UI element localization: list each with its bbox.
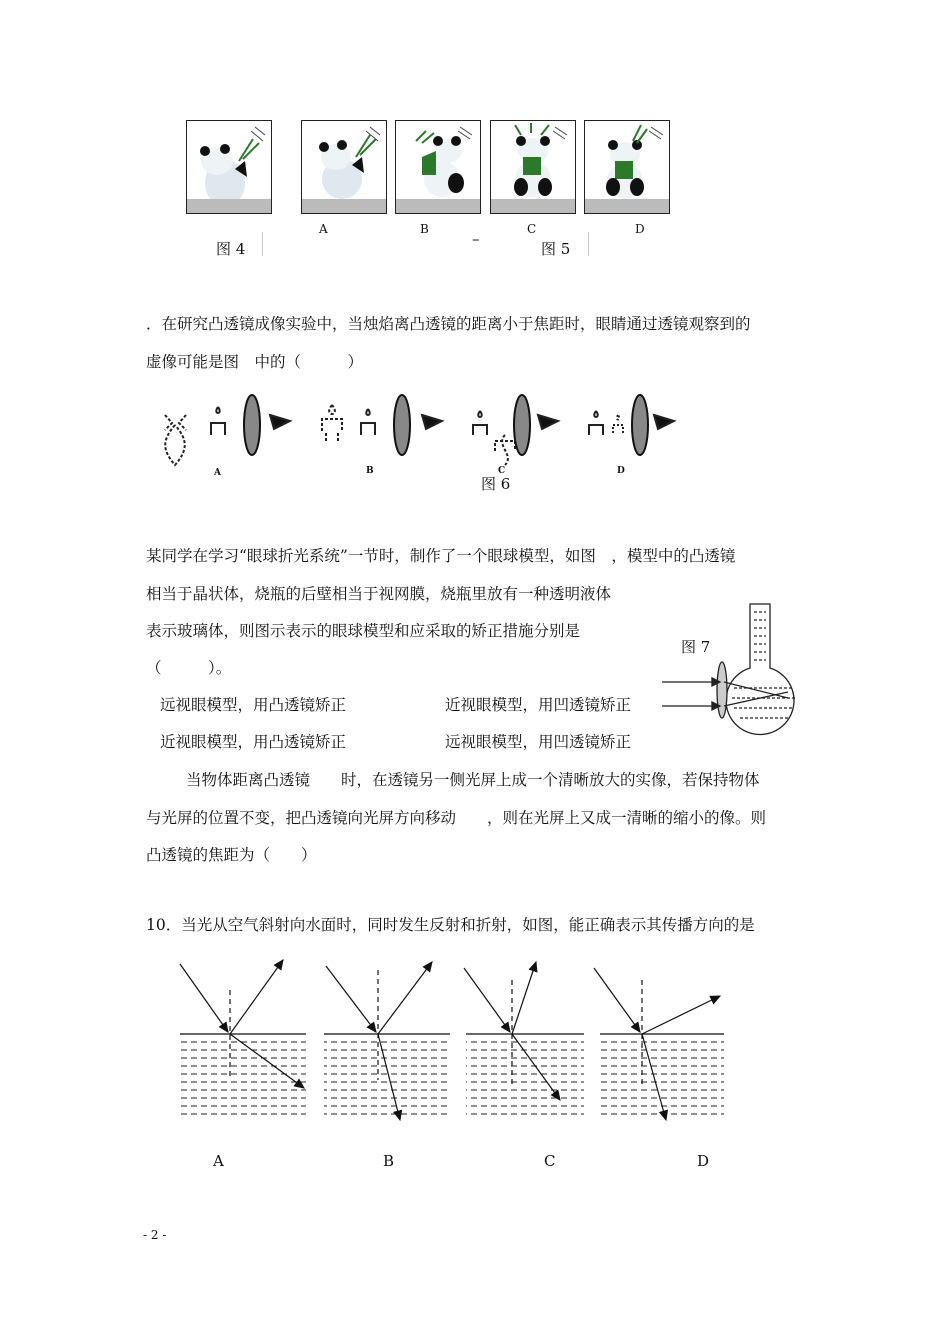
question-text-line: 凸透镜的焦距为（ ） [146,846,317,864]
panda-image-d [584,120,670,214]
answer-option[interactable]: 远视眼模型，用凸透镜矫正 [160,696,347,714]
option-label-b: B [420,222,429,236]
option-label-d: D [635,222,645,236]
panda-icon [491,121,575,213]
dash-mark: – [472,230,480,248]
figure-7-caption: 图 7 [681,638,711,656]
question-text-line: ．在研究凸透镜成像实验中，当烛焰离凸透镜的距离小于焦距时，眼睛通过透镜观察到的 [146,315,751,333]
page-number: - 2 - [143,1228,167,1242]
panda-icon [585,121,669,213]
question-text-line: 表示玻璃体，则图示表示的眼球模型和应采取的矫正措施分别是 [146,622,581,640]
answer-option[interactable]: 近视眼模型，用凸透镜矫正 [160,733,347,751]
question-text-line: （ ）。 [146,659,232,677]
option-label-c: C [498,466,506,476]
panda-icon [302,121,386,213]
answer-option[interactable]: 远视眼模型，用凹透镜矫正 [445,733,632,751]
question-text-line: 与光屏的位置不变，把凸透镜向光屏方向移动 ，则在光屏上又成一清晰的缩小的像。则 [146,809,767,827]
figure-4-caption: 图 4 [216,240,246,258]
refraction-diagrams [170,950,740,1130]
option-label-c: C [527,222,537,236]
figure-6-caption: 图 6 [481,475,511,493]
option-label-d: D [617,466,625,476]
panda-image-a [301,120,387,214]
option-label-a: A [214,468,221,478]
panda-image-c [490,120,576,214]
panda-icon [396,121,480,213]
question-text-line: 当物体距离凸透镜 时，在透镜另一侧光屏上成一个清晰放大的实像，若保持物体 [186,771,760,789]
option-label-b: B [366,466,374,476]
option-label-a: A [213,1152,224,1170]
panda-image-fig4 [186,120,272,214]
question-text-line: 虚像可能是图 中的（ ） [146,353,364,371]
option-label-b: B [383,1152,395,1170]
question-text-line: 相当于晶状体，烧瓶的后壁相当于视网膜，烧瓶里放有一种透明液体 [146,585,612,603]
eye-model-flask-diagram [660,602,800,732]
figure-6-diagram [150,385,690,485]
question-text-line: 某同学在学习“眼球折光系统”一节时，制作了一个眼球模型，如图 ，模型中的凸透镜 [146,547,736,565]
question-text-line: 10．当光从空气斜射向水面时，同时发生反射和折射，如图，能正确表示其传播方向的是 [146,916,755,934]
option-label-d: D [697,1152,710,1170]
answer-option[interactable]: 近视眼模型，用凹透镜矫正 [445,696,632,714]
panda-icon [187,121,271,213]
panda-image-b [395,120,481,214]
figure-5-caption: 图 5 [541,240,571,258]
option-label-a: A [319,222,328,236]
option-label-c: C [544,1152,556,1170]
